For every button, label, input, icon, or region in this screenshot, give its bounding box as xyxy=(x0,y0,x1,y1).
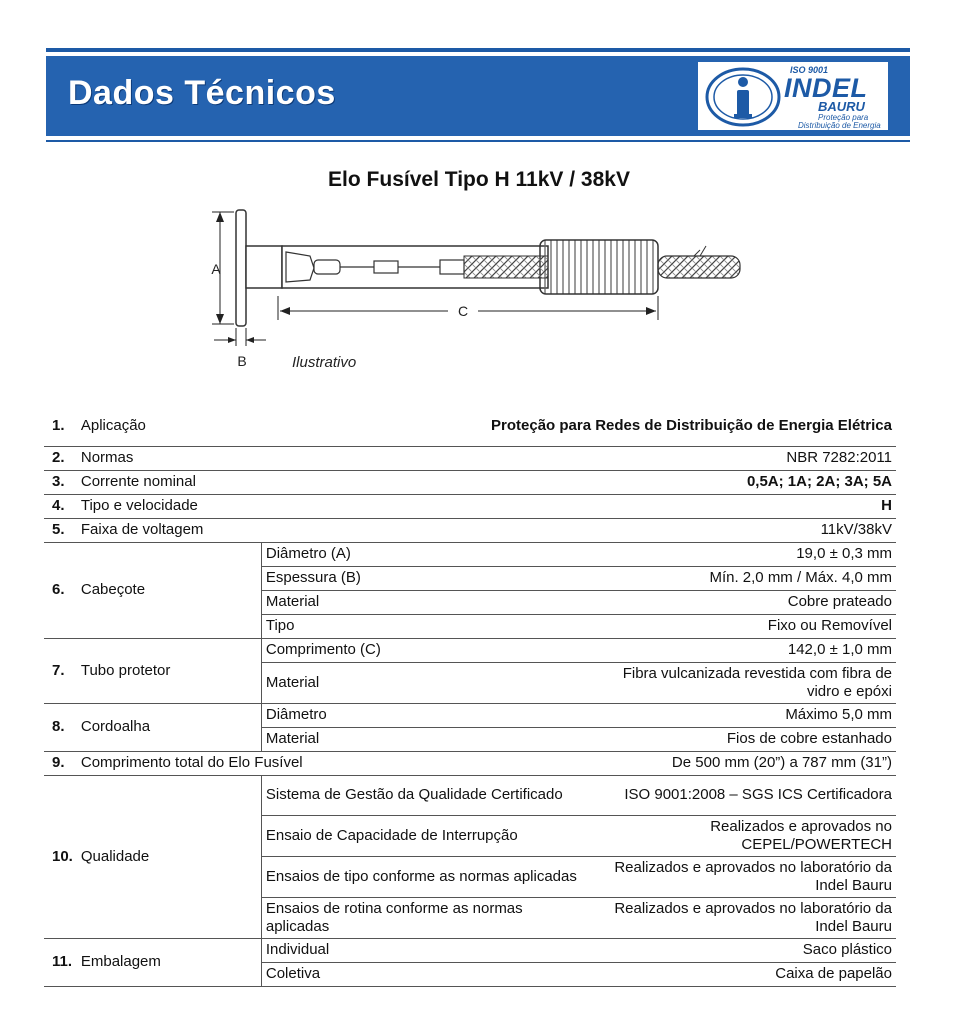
spec-sub-label: Comprimento (C) xyxy=(261,638,590,662)
spec-value: Realizados e aprovados no laboratório da Indel Bauru xyxy=(590,897,896,938)
spec-value: 0,5A; 1A; 2A; 3A; 5A xyxy=(261,470,896,494)
spec-sub-label: Espessura (B) xyxy=(261,566,590,590)
spec-value: ISO 9001:2008 – SGS ICS Certificadora xyxy=(590,775,896,815)
spec-label: Faixa de voltagem xyxy=(77,518,262,542)
spec-value: 19,0 ± 0,3 mm xyxy=(590,542,896,566)
spec-number: 4. xyxy=(44,494,77,518)
spec-label: Comprimento total do Elo Fusível xyxy=(77,751,590,775)
spec-value: Saco plástico xyxy=(590,938,896,962)
header-band xyxy=(46,56,910,136)
spec-sub-label: Diâmetro (A) xyxy=(261,542,590,566)
spec-number: 11. xyxy=(44,938,77,986)
spec-value: Máximo 5,0 mm xyxy=(590,703,896,727)
fuse-link-illustration xyxy=(200,200,760,370)
spec-value: 142,0 ± 1,0 mm xyxy=(590,638,896,662)
spec-value: Realizados e aprovados no laboratório da Indel Bauru xyxy=(590,856,896,897)
illustration-caption: Ilustrativo xyxy=(292,354,357,371)
spec-label: Tipo e velocidade xyxy=(77,494,262,518)
spec-row-aplicacao xyxy=(44,406,896,446)
spec-number: 1. xyxy=(44,406,77,446)
spec-label: Aplicação xyxy=(77,406,262,446)
spec-sub-label: Diâmetro xyxy=(261,703,590,727)
spec-sub-label: Individual xyxy=(261,938,590,962)
dimension-b-label: B xyxy=(237,353,247,369)
indel-logo xyxy=(698,62,888,130)
spec-label: Qualidade xyxy=(77,775,262,938)
spec-row-embalagem xyxy=(44,938,896,962)
spec-row-tubo-protetor xyxy=(44,638,896,662)
logo-brand-text: INDEL xyxy=(784,73,868,103)
spec-row-comprimento-total xyxy=(44,751,896,775)
spec-value: Fios de cobre estanhado xyxy=(590,727,896,751)
spec-number: 2. xyxy=(44,446,77,470)
header-title: Dados Técnicos xyxy=(68,74,336,112)
spec-value: NBR 7282:2011 xyxy=(261,446,896,470)
spec-sub-label: Tipo xyxy=(261,614,590,638)
spec-value: Caixa de papelão xyxy=(590,962,896,986)
logo-tagline-1: Proteção para xyxy=(818,113,869,122)
spec-number: 3. xyxy=(44,470,77,494)
spec-sub-label: Material xyxy=(261,662,590,703)
spec-label: Normas xyxy=(77,446,262,470)
spec-sub-label: Ensaios de tipo conforme as normas aplicadas xyxy=(261,856,590,897)
spec-number: 9. xyxy=(44,751,77,775)
spec-value: H xyxy=(261,494,896,518)
spec-value: Cobre prateado xyxy=(590,590,896,614)
spec-sub-label: Ensaios de rotina conforme as normas aplicadas xyxy=(261,897,590,938)
spec-value: Fibra vulcanizada revestida com fibra de vidro e epóxi xyxy=(590,662,896,703)
spec-value: Realizados e aprovados no CEPEL/POWERTECH xyxy=(590,815,896,856)
spec-sub-label: Material xyxy=(261,590,590,614)
spec-row-voltagem xyxy=(44,518,896,542)
spec-value: De 500 mm (20”) a 787 mm (31”) xyxy=(590,751,896,775)
spec-sub-label: Material xyxy=(261,727,590,751)
spec-row-corrente xyxy=(44,470,896,494)
header-bottom-rule xyxy=(46,140,910,142)
spec-number: 6. xyxy=(44,542,77,638)
dimension-c-label: C xyxy=(457,303,469,319)
header-top-rule xyxy=(46,48,910,52)
spec-value: 11kV/38kV xyxy=(261,518,896,542)
spec-number: 8. xyxy=(44,703,77,751)
spec-row-cordoalha xyxy=(44,703,896,727)
spec-sub-label: Coletiva xyxy=(261,962,590,986)
logo-tagline-2: Distribuição de Energia xyxy=(798,121,881,130)
spec-row-cabecote xyxy=(44,542,896,566)
spec-row-qualidade xyxy=(44,775,896,815)
spec-number: 10. xyxy=(44,775,77,938)
spec-value: Mín. 2,0 mm / Máx. 4,0 mm xyxy=(590,566,896,590)
spec-row-tipo-velocidade xyxy=(44,494,896,518)
logo-iso-text: ISO 9001 xyxy=(790,65,829,75)
technical-spec-table xyxy=(44,406,896,987)
spec-row-normas xyxy=(44,446,896,470)
logo-city-text: BAURU xyxy=(818,99,865,114)
spec-value: Fixo ou Removível xyxy=(590,614,896,638)
document-title: Elo Fusível Tipo H 11kV / 38kV xyxy=(328,168,630,191)
spec-label: Cabeçote xyxy=(77,542,262,638)
spec-label: Tubo protetor xyxy=(77,638,262,703)
indel-emblem-icon xyxy=(704,66,782,128)
dimension-a-label: A xyxy=(211,261,221,277)
spec-number: 7. xyxy=(44,638,77,703)
spec-label: Embalagem xyxy=(77,938,262,986)
spec-sub-label: Ensaio de Capacidade de Interrupção xyxy=(261,815,590,856)
spec-value: Proteção para Redes de Distribuição de Energia Elétrica xyxy=(261,406,896,446)
spec-sub-label: Sistema de Gestão da Qualidade Certificado xyxy=(261,775,590,815)
spec-number: 5. xyxy=(44,518,77,542)
spec-label: Cordoalha xyxy=(77,703,262,751)
spec-label: Corrente nominal xyxy=(77,470,262,494)
